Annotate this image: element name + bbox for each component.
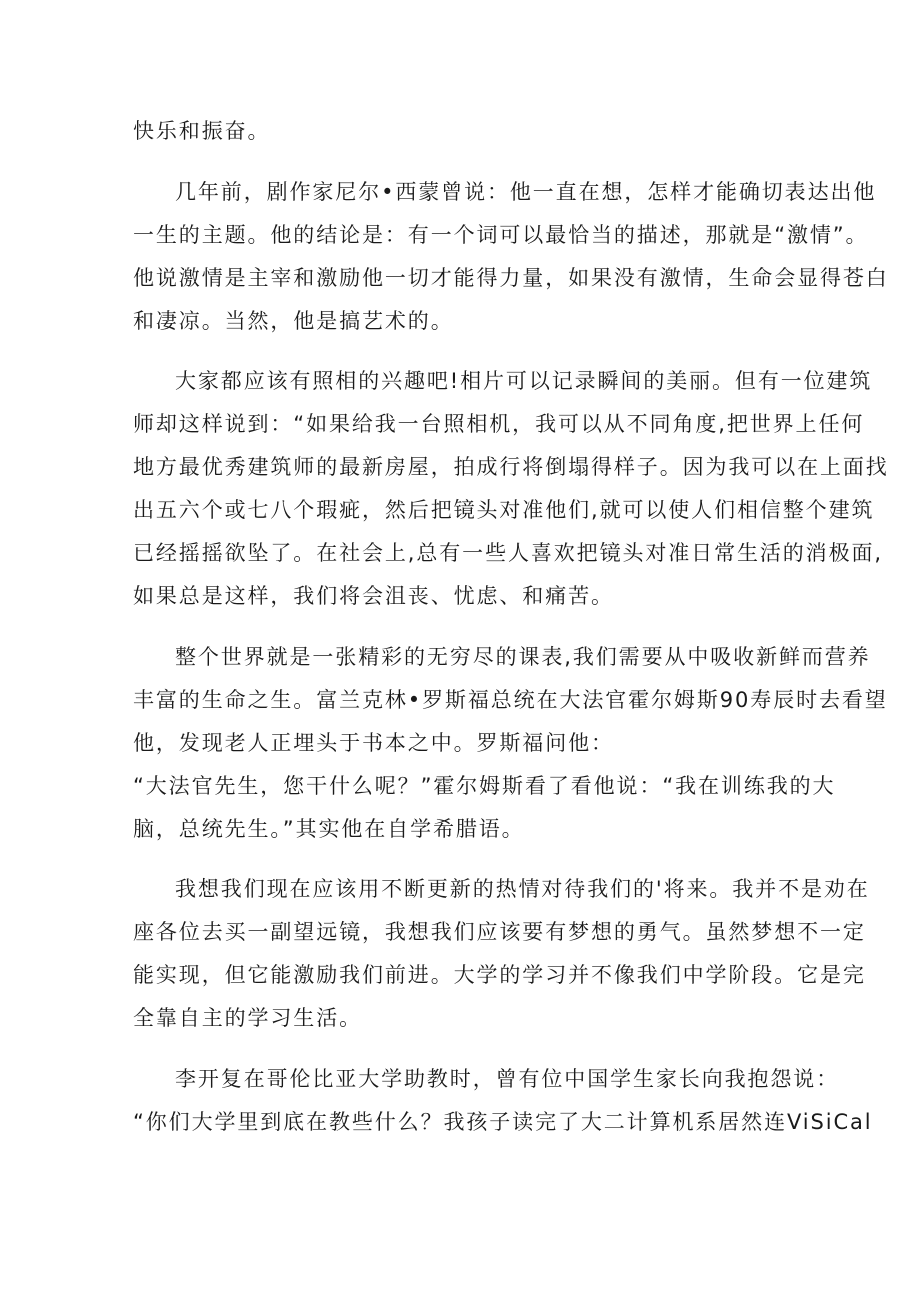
paragraph <box>133 868 870 1040</box>
document-body <box>133 110 889 1144</box>
text-line: 快乐和振奋。 <box>133 119 271 143</box>
text-line: 大家都应该有照相的兴趣吧!相片可以记录瞬间的美丽。但有一位建筑 <box>175 369 873 393</box>
text-line: 出五六个或七八个瑕疵，然后把镜头对准他们,就可以使人们相信整个建筑 <box>133 498 875 522</box>
text-line: 整个世界就是一张精彩的无穷尽的课表,我们需要从中吸收新鲜而营养 <box>175 644 871 669</box>
text-line: 丰富的生命之生。富兰克林•罗斯福总统在大法官霍尔姆斯90寿辰时去看望 <box>133 687 888 712</box>
text-line: 师却这样说到：“如果给我一台照相机，我可以从不同角度,把世界上任何 <box>133 412 865 436</box>
paragraph <box>133 171 889 343</box>
paragraph <box>133 110 793 153</box>
text-line: 李开复在哥伦比亚大学助教时，曾有位中国学生家长向我抱怨说： <box>175 1066 840 1091</box>
text-line: 他说激情是主宰和激励他一切才能得力量，如果没有激情，生命会显得苍白 <box>133 265 889 290</box>
text-line: “你们大学里到底在教些什么？我孩子读完了大二计算机系居然连ViSiCal <box>133 1109 873 1134</box>
text-line: 一生的主题。他的结论是：有一个词可以最恰当的描述，那就是“激情”。 <box>133 222 869 247</box>
text-line: 和凄凉。当然，他是搞艺术的。 <box>133 308 454 333</box>
text-line: 脑，总统先生。”其实他在自学希腊语。 <box>133 816 525 841</box>
paragraph <box>133 360 889 618</box>
text-line: 地方最优秀建筑师的最新房屋，拍成行将倒塌得样子。因为我可以在上面找 <box>133 455 889 479</box>
text-line: “大法官先生，您干什么呢？”霍尔姆斯看了看他说：“我在训练我的大 <box>133 773 836 798</box>
text-line: 他，发现老人正埋头于书本之中。罗斯福问他： <box>133 730 614 755</box>
text-line: 座各位去买一副望远镜，我想我们应该要有梦想的勇气。虽然梦想不一定 <box>133 920 866 944</box>
paragraph <box>133 636 888 765</box>
text-line: 已经摇摇欲坠了。在社会上,总有一些人喜欢把镜头对准日常生活的消极面, <box>133 541 883 565</box>
text-line: 几年前，剧作家尼尔•西蒙曾说：他一直在想，怎样才能确切表达出他 <box>175 179 877 204</box>
text-line: 全靠自主的学习生活。 <box>133 1006 362 1030</box>
text-line: 如果总是这样，我们将会沮丧、忧虑、和痛苦。 <box>133 584 614 608</box>
text-line: 我想我们现在应该用不断更新的热情对待我们的'将来。我并不是劝在 <box>175 877 870 901</box>
text-line: 能实现，但它能激励我们前进。大学的学习并不像我们中学阶段。它是完 <box>133 963 866 987</box>
paragraph <box>133 1058 873 1144</box>
paragraph <box>133 765 836 851</box>
